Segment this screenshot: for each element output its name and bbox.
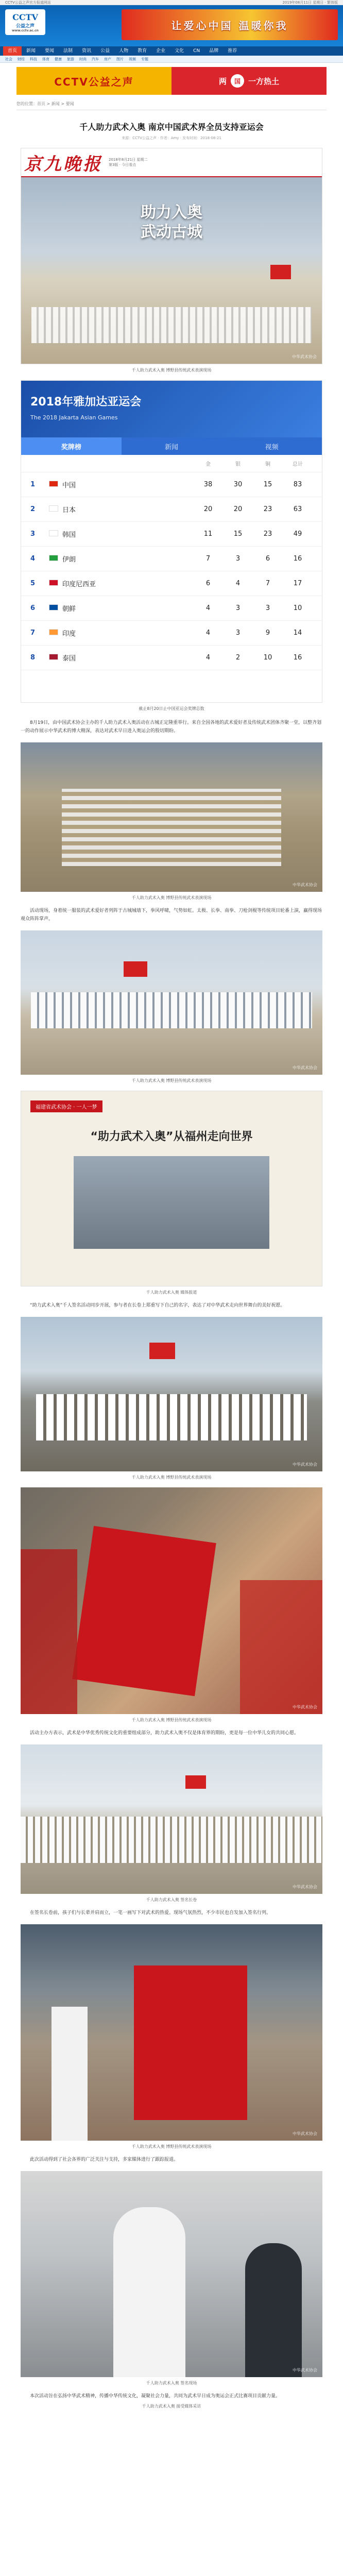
medal-count-bronze: 23	[263, 530, 272, 538]
caption-1: 千人助力武术入奥 博野县传统武术表演现场	[131, 368, 212, 372]
caption-7: 千人助力武术入奥 签名长卷	[146, 1897, 197, 1902]
photo-7	[21, 1744, 322, 1894]
caption-9: 千人助力武术入奥 签名现场	[146, 2381, 197, 2385]
medal-row[interactable]	[21, 621, 322, 646]
medal-count-bronze: 6	[265, 555, 270, 563]
paragraph-2: 活动现场，身着统一服装的武术爱好者列阵于古城城墙下，拳风呼啸，气势如虹。太极、长拳、南拳、刀枪剑棍等传统项目轮番上演，赢得现场观众阵阵掌声。	[21, 908, 322, 922]
watermark: 中华武术协会	[293, 1065, 317, 1070]
medal-rank: 5	[30, 580, 36, 587]
people-right	[240, 1580, 322, 1714]
nav-item-2[interactable]: 要闻	[45, 48, 55, 54]
photo-2	[21, 742, 322, 892]
medal-count-silver: 3	[235, 604, 241, 612]
medal-count-bronze: 3	[265, 604, 270, 612]
photo-6	[21, 1487, 322, 1714]
subnav-item-10[interactable]: 视频	[129, 57, 136, 61]
medal-row[interactable]	[21, 596, 322, 621]
medal-tab-2[interactable]: 视频	[265, 443, 279, 451]
flag-icon	[49, 530, 62, 538]
newspaper-image	[21, 148, 322, 364]
medal-count-bronze: 23	[263, 505, 272, 513]
nav-item-8[interactable]: 企业	[156, 48, 166, 54]
medal-count-bronze: 7	[265, 580, 270, 587]
ad-left-text: CCTV公益之声	[54, 75, 134, 88]
watermark: 中华武术协会	[293, 1885, 317, 1889]
nav-item-1[interactable]: 新闻	[26, 48, 36, 54]
flag-icon	[49, 654, 62, 662]
subnav-item-1[interactable]: 财经	[18, 57, 25, 61]
medal-rank: 7	[30, 629, 36, 637]
medal-count-gold: 4	[205, 629, 211, 637]
flag-swatch	[49, 530, 58, 536]
paragraph-6: 此次活动得到了社会各界的广泛关注与支持，多家媒体进行了跟踪报道。	[30, 2157, 179, 2162]
person-left	[52, 2007, 88, 2141]
country-name: 朝鲜	[62, 605, 76, 613]
performers-5	[36, 1394, 307, 1440]
medal-count-gold: 38	[203, 481, 213, 488]
caption-8: 千人助力武术入奥 博野县传统武术表演现场	[131, 2144, 212, 2149]
medal-table	[21, 380, 322, 703]
medal-columns	[21, 455, 322, 472]
nav-item-4[interactable]: 资讯	[82, 48, 92, 54]
flag-icon	[49, 580, 62, 588]
nav-item-7[interactable]: 教育	[138, 48, 147, 54]
country-name: 印度尼西亚	[62, 581, 96, 588]
caption-6: 千人助力武术入奥 博野县传统武术表演现场	[131, 1718, 212, 1722]
watermark: 中华武术协会	[293, 1705, 317, 1709]
medal-row[interactable]	[21, 646, 322, 670]
medal-count-total: 83	[293, 481, 302, 488]
signature-scroll	[72, 1526, 216, 1696]
medal-tabs	[21, 437, 322, 455]
flag-icon	[49, 505, 62, 514]
nav-item-5[interactable]: 公益	[100, 48, 110, 54]
performers-row	[31, 307, 312, 343]
newspaper-photo	[21, 177, 322, 364]
article-meta: 来源：CCTV公益之声 · 作者：Amy · 发布时间：2018-08-21	[122, 136, 221, 140]
ad-seal: 国	[231, 74, 244, 88]
medal-rank: 8	[30, 654, 36, 662]
site-header	[0, 5, 343, 46]
medal-count-bronze: 9	[265, 629, 270, 637]
medal-row[interactable]	[21, 547, 322, 571]
medal-row[interactable]	[21, 497, 322, 522]
red-flag-icon	[124, 961, 147, 977]
nav-item-11[interactable]: 品牌	[209, 48, 219, 54]
paragraph-1: 8月19日，由中国武术协会主办的千人助力武术入奥活动在古城正定隆重举行。来自全国各地的武术爱好者及传统武术团体齐聚一堂，以整齐划一的动作展示中华武术的博大精深，表达对武术早日进入奥运会的殷切期盼。	[21, 720, 322, 734]
flag-icon	[49, 604, 62, 613]
flag-swatch	[49, 481, 58, 487]
medal-title: 2018年雅加达亚运会	[30, 396, 142, 409]
watermark: 中华武术协会	[293, 883, 317, 887]
subnav-item-9[interactable]: 图片	[116, 57, 124, 61]
caption-2: 千人助力武术入奥 博野县传统武术表演现场	[131, 895, 212, 900]
watermark: 中华武术协会	[293, 2368, 317, 2372]
flag-icon	[49, 555, 62, 563]
medal-count-silver: 3	[235, 629, 241, 637]
subnav-item-7[interactable]: 汽车	[92, 57, 99, 61]
medal-count-total: 16	[293, 555, 302, 563]
red-flag-icon	[270, 265, 291, 279]
main-nav	[0, 46, 343, 56]
country-name: 泰国	[62, 655, 76, 663]
medal-count-total: 14	[293, 629, 302, 637]
medal-count-gold: 6	[205, 580, 211, 587]
medal-count-silver: 2	[235, 654, 241, 662]
medal-col-header-3: 总计	[293, 462, 303, 467]
logo-url: www.cctv.ac.cn	[12, 28, 39, 32]
performers-3	[31, 992, 312, 1028]
medal-col-header-2: 铜	[265, 462, 270, 467]
flag-swatch	[49, 604, 58, 611]
performers-7	[21, 1817, 322, 1863]
article-body	[21, 148, 322, 2409]
subnav-item-11[interactable]: 专题	[141, 57, 148, 61]
banner-text: 让爱心中国 温暖你我	[171, 19, 288, 32]
flag-swatch	[49, 629, 58, 635]
site-logo[interactable]	[5, 9, 45, 35]
header-banner[interactable]	[122, 9, 338, 40]
country-name: 印度	[62, 630, 76, 638]
medal-rank: 4	[30, 555, 36, 563]
medal-count-total: 17	[293, 580, 302, 587]
red-flag-icon	[149, 1343, 175, 1359]
logo-sub: 公益之声	[15, 23, 35, 29]
formation	[62, 789, 281, 866]
sub-nav	[0, 56, 343, 63]
watermark: 中华武术协会	[293, 1462, 317, 1467]
breadcrumb[interactable]: 您的位置：首页 > 新闻 > 要闻	[16, 101, 327, 110]
photo-8	[21, 1924, 322, 2141]
subnav-item-6[interactable]: 时尚	[79, 57, 87, 61]
paragraph-3: “助力武术入奥”千人签名活动同步开展，参与者在长卷上郑重写下自己的名字，表达了对中华武术走向世界舞台的美好祝愿。	[30, 1303, 285, 1308]
medal-count-silver: 30	[233, 481, 243, 488]
signature-banner	[134, 1965, 247, 2120]
medal-count-gold: 20	[203, 505, 213, 513]
nav-item-6[interactable]: 人物	[119, 48, 129, 54]
flag-icon	[49, 629, 62, 637]
paragraph-7: 本次活动旨在弘扬中华武术精神，传播中华传统文化，凝聚社会力量，共同为武术早日成为奥运会正式比赛项目贡献力量。	[30, 2394, 281, 2399]
paragraph-5: 在签名长卷前，孩子们与长辈并肩而立，一笔一画写下对武术的热爱。现场气氛热烈，不少市民也自发加入签名行列。	[30, 1910, 271, 1916]
nav-item-9[interactable]: 文化	[175, 48, 184, 54]
subnav-item-2[interactable]: 科技	[30, 57, 37, 61]
medal-rank: 6	[30, 604, 36, 612]
flag-icon	[49, 481, 62, 489]
medal-count-total: 63	[293, 505, 302, 513]
medal-col-header-1: 银	[235, 462, 241, 467]
medal-count-total: 10	[293, 604, 302, 612]
caption-10: 千人助力武术入奥 接受媒体采访	[142, 2404, 201, 2409]
medal-rows	[21, 472, 322, 670]
country-name: 日本	[62, 506, 76, 514]
reporter	[245, 2243, 302, 2377]
newspaper-masthead	[21, 148, 322, 177]
country-name: 韩国	[62, 531, 76, 539]
photo-9	[21, 2171, 322, 2377]
newspaper-logo: 京九晚报	[24, 154, 102, 175]
subnav-item-8[interactable]: 房产	[104, 57, 111, 61]
medal-count-silver: 20	[233, 505, 243, 513]
medal-count-bronze: 10	[263, 654, 272, 662]
medal-col-header-0: 金	[205, 462, 211, 467]
newspaper-2-tag: 福建省武术协会 · 一人一梦	[30, 1100, 102, 1112]
medal-tab-1[interactable]: 新闻	[165, 443, 179, 451]
photo-5	[21, 1317, 322, 1471]
medal-rank: 2	[30, 505, 36, 513]
subnav-item-4[interactable]: 健康	[55, 57, 62, 61]
ad-right-text-a: 两	[218, 76, 227, 86]
medal-tab-0[interactable]: 奖牌榜	[21, 437, 122, 455]
top-utility-bar	[0, 0, 343, 5]
newspaper-side	[109, 157, 147, 167]
medal-subtitle: The 2018 Jakarta Asian Games	[30, 414, 118, 421]
photo-3	[21, 930, 322, 1075]
flag-swatch	[49, 580, 58, 586]
watermark: 中华武术协会	[292, 354, 317, 359]
newspaper-2-photo	[74, 1156, 269, 1249]
medal-count-gold: 4	[205, 604, 211, 612]
top-right-text: 2019年08月11日 星期日 · 繁体版	[282, 0, 338, 5]
newspaper-date: 2018年8月21日 星期二	[109, 158, 148, 162]
headline-overlay	[21, 203, 322, 242]
newspaper-page: 第3版 · 今日看点	[109, 163, 136, 167]
subnav-item-3[interactable]: 体育	[42, 57, 49, 61]
ad-left	[16, 67, 172, 95]
medal-row[interactable]	[21, 571, 322, 596]
medal-rank: 3	[30, 530, 36, 538]
medal-row[interactable]	[21, 472, 322, 497]
logo-main: CCTV	[12, 12, 38, 22]
country-name: 伊朗	[62, 556, 76, 564]
article-title: 千人助力武术入奥 南京中国武术界全员支持亚运会	[79, 122, 264, 132]
interviewee	[113, 2207, 185, 2377]
caption-3: 千人助力武术入奥 博野县传统武术表演现场	[131, 1078, 212, 1083]
medal-count-silver: 3	[235, 555, 241, 563]
flag-swatch	[49, 505, 58, 512]
ad-banner[interactable]	[16, 67, 327, 95]
flag-swatch	[49, 654, 58, 660]
ad-right-text-b: 一方热土	[248, 76, 280, 86]
medal-count-total: 49	[293, 530, 302, 538]
headline-line-1: 助力入奥	[141, 204, 202, 222]
caption-4: 千人助力武术入奥 媒体报道	[146, 1290, 197, 1295]
red-flag-icon	[185, 1775, 206, 1789]
caption-5: 千人助力武术入奥 博野县传统武术表演现场	[131, 1475, 212, 1480]
country-name: 中国	[62, 482, 76, 489]
newspaper-2	[21, 1091, 322, 1286]
top-left-text: CCTV公益之声官方报道网站	[5, 0, 51, 5]
medal-rank: 1	[30, 481, 36, 488]
headline-line-2: 武动古城	[141, 223, 202, 241]
medal-count-silver: 4	[235, 580, 241, 587]
medal-count-silver: 15	[233, 530, 243, 538]
ad-right	[172, 67, 327, 95]
medal-count-bronze: 15	[263, 481, 272, 488]
subnav-item-5[interactable]: 旅游	[67, 57, 74, 61]
newspaper-2-title: “助力武术入奥”从福州走向世界	[90, 1130, 253, 1143]
nav-item-12[interactable]: 推荐	[228, 48, 237, 54]
nav-item-3[interactable]: 法制	[63, 48, 73, 54]
subnav-item-0[interactable]: 社会	[5, 57, 12, 61]
flag-swatch	[49, 555, 58, 561]
medal-count-total: 16	[293, 654, 302, 662]
medal-count-gold: 7	[205, 555, 211, 563]
nav-item-10[interactable]: CN	[193, 48, 200, 54]
paragraph-4: 活动主办方表示，武术是中华优秀传统文化的重要组成部分，助力武术入奥不仅是体育界的期盼，更是每一位中华儿女的共同心愿。	[30, 1731, 299, 1736]
medal-row[interactable]	[21, 522, 322, 547]
watermark: 中华武术协会	[293, 2131, 317, 2136]
people-left	[21, 1549, 77, 1714]
medal-header	[21, 381, 322, 437]
caption-medal: 截止8月20日止中国亚运会奖牌总数	[139, 706, 204, 711]
medal-count-gold: 4	[205, 654, 211, 662]
nav-item-0[interactable]: 首页	[3, 46, 22, 56]
medal-count-gold: 11	[203, 530, 213, 538]
